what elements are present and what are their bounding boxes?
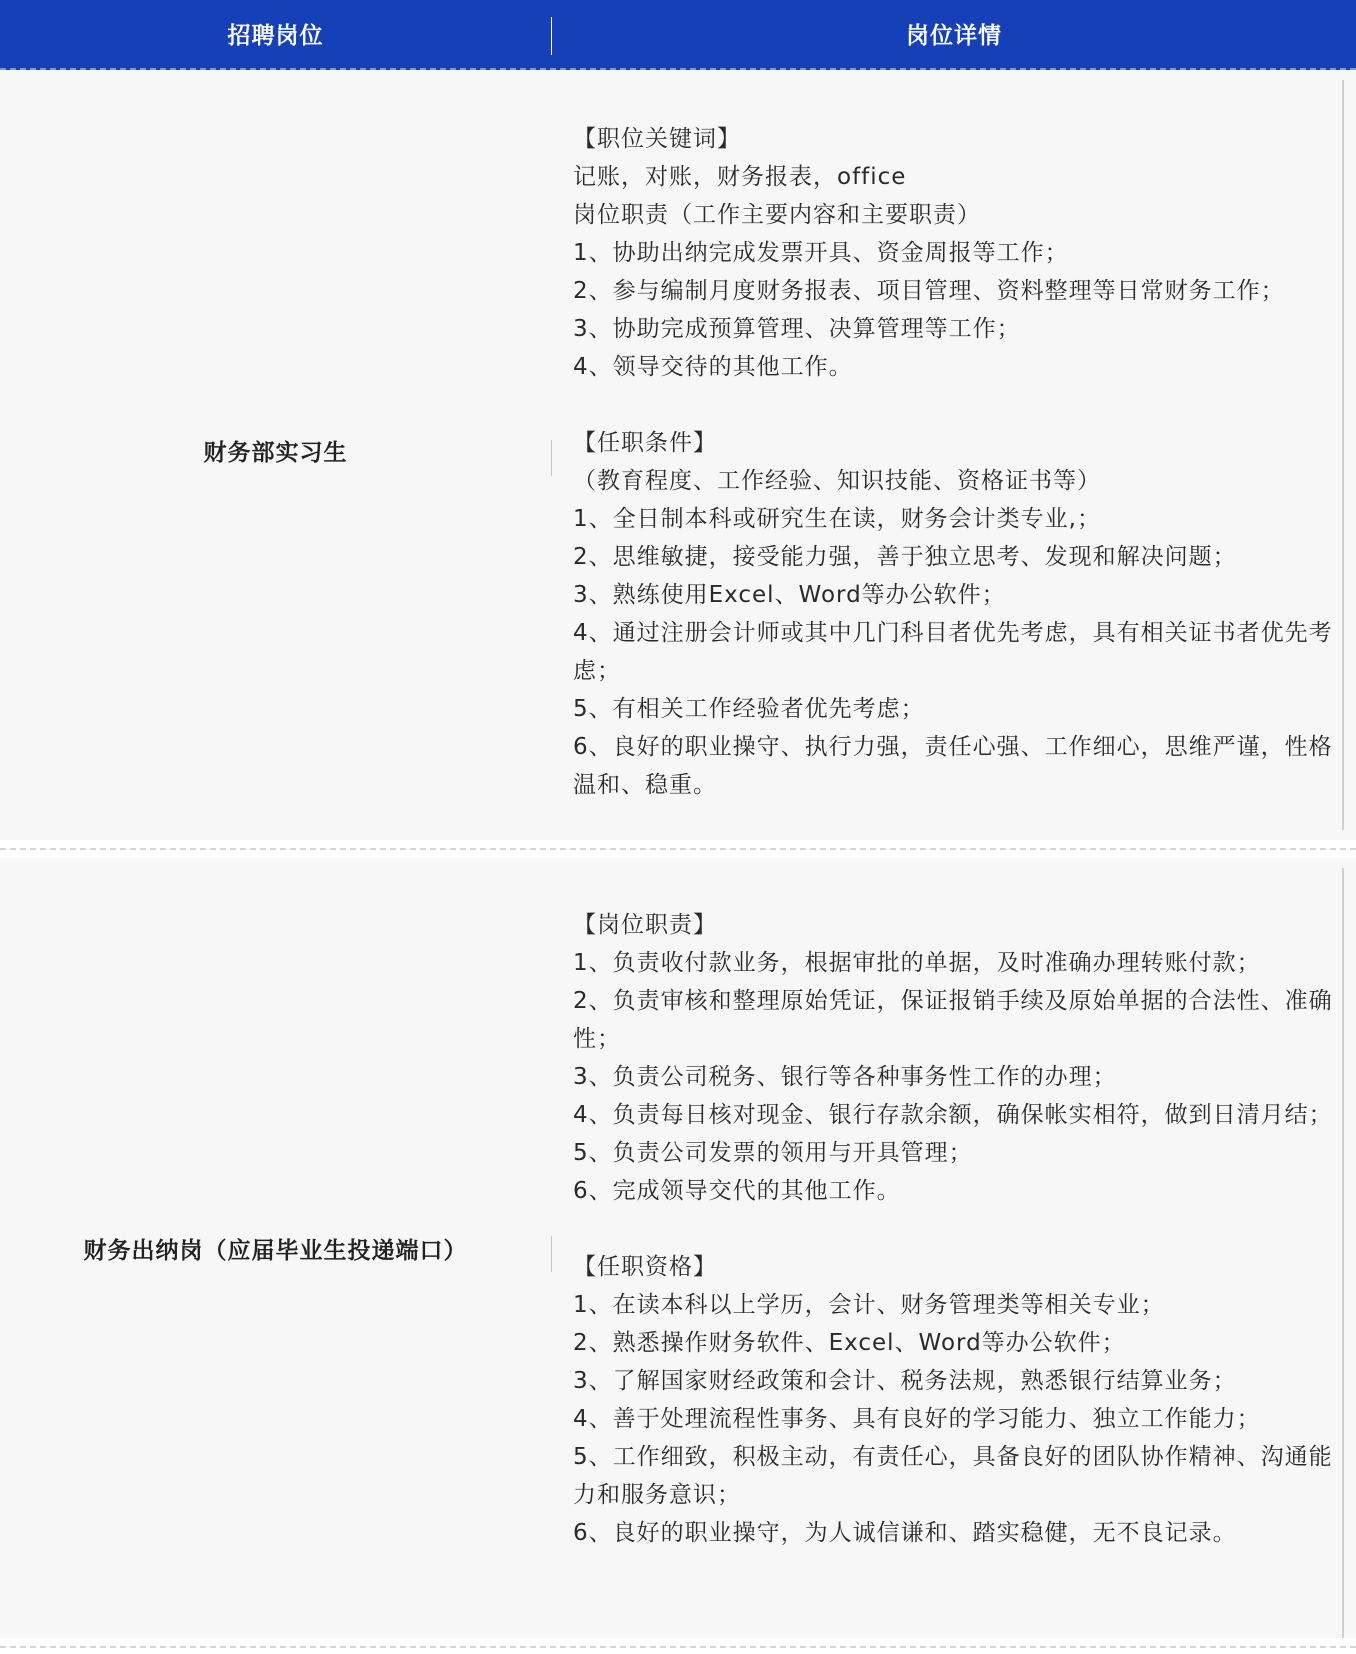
detail-line: 2、负责审核和整理原始凭证，保证报销手续及原始单据的合法性、准确性； [573, 988, 1333, 1052]
detail-line: （教育程度、工作经验、知识技能、资格证书等） [573, 468, 1101, 494]
table-row [0, 858, 1356, 1638]
detail-line: 【任职资格】 [573, 1254, 717, 1280]
column-divider [551, 1236, 552, 1272]
detail-line: 4、领导交待的其他工作。 [573, 354, 853, 380]
detail-line: 【岗位职责】 [573, 912, 717, 938]
detail-line: 4、负责每日核对现金、银行存款余额，确保帐实相符，做到日清月结； [573, 1102, 1333, 1128]
detail-line: 3、了解国家财经政策和会计、税务法规，熟悉银行结算业务； [573, 1368, 1237, 1394]
table-header [0, 0, 1356, 70]
detail-line: 4、通过注册会计师或其中几门科目者优先考虑，具有相关证书者优先考虑； [573, 620, 1333, 684]
blank-line [573, 386, 1335, 424]
position-details [573, 120, 1335, 804]
detail-line: 岗位职责（工作主要内容和主要职责） [573, 202, 981, 228]
detail-line: 【职位关键词】 [573, 126, 741, 152]
detail-line: 2、熟悉操作财务软件、Excel、Word等办公软件； [573, 1330, 1126, 1356]
row-right-border [1342, 868, 1344, 1638]
detail-line: 记账，对账，财务报表，office [573, 164, 907, 190]
header-details: 岗位详情 [906, 23, 1002, 49]
row-separator [0, 848, 1356, 850]
detail-line: 3、熟练使用Excel、Word等办公软件； [573, 582, 1006, 608]
detail-line: 5、工作细致，积极主动，有责任心，具备良好的团队协作精神、沟通能力和服务意识； [573, 1444, 1333, 1508]
header-position: 招聘岗位 [227, 23, 324, 49]
detail-line: 2、参与编制月度财务报表、项目管理、资料整理等日常财务工作； [573, 278, 1285, 304]
position-name: 财务出纳岗（应届毕业生投递端口） [83, 1238, 468, 1264]
detail-line: 5、负责公司发票的领用与开具管理； [573, 1140, 973, 1166]
detail-line: 【任职条件】 [573, 430, 717, 456]
row-separator [0, 1646, 1356, 1648]
position-details [573, 906, 1335, 1552]
position-name: 财务部实习生 [203, 440, 348, 466]
detail-line: 5、有相关工作经验者优先考虑； [573, 696, 925, 722]
detail-line: 1、在读本科以上学历，会计、财务管理类等相关专业； [573, 1292, 1165, 1318]
column-divider [551, 440, 552, 476]
detail-line: 1、负责收付款业务，根据审批的单据，及时准确办理转账付款； [573, 950, 1261, 976]
detail-line: 1、协助出纳完成发票开具、资金周报等工作； [573, 240, 1069, 266]
table-row [0, 70, 1356, 840]
row-right-border [1342, 80, 1344, 830]
blank-line [573, 1210, 1335, 1248]
detail-line: 1、全日制本科或研究生在读，财务会计类专业,； [573, 506, 1101, 532]
detail-line: 4、善于处理流程性事务、具有良好的学习能力、独立工作能力； [573, 1406, 1261, 1432]
detail-line: 6、良好的职业操守、执行力强，责任心强、工作细心，思维严谨，性格温和、稳重。 [573, 734, 1333, 798]
detail-line: 6、良好的职业操守，为人诚信谦和、踏实稳健，无不良记录。 [573, 1520, 1237, 1546]
detail-line: 2、思维敏捷，接受能力强，善于独立思考、发现和解决问题； [573, 544, 1237, 570]
detail-line: 3、协助完成预算管理、决算管理等工作； [573, 316, 1021, 342]
detail-line: 6、完成领导交代的其他工作。 [573, 1178, 901, 1204]
detail-line: 3、负责公司税务、银行等各种事务性工作的办理； [573, 1064, 1117, 1090]
